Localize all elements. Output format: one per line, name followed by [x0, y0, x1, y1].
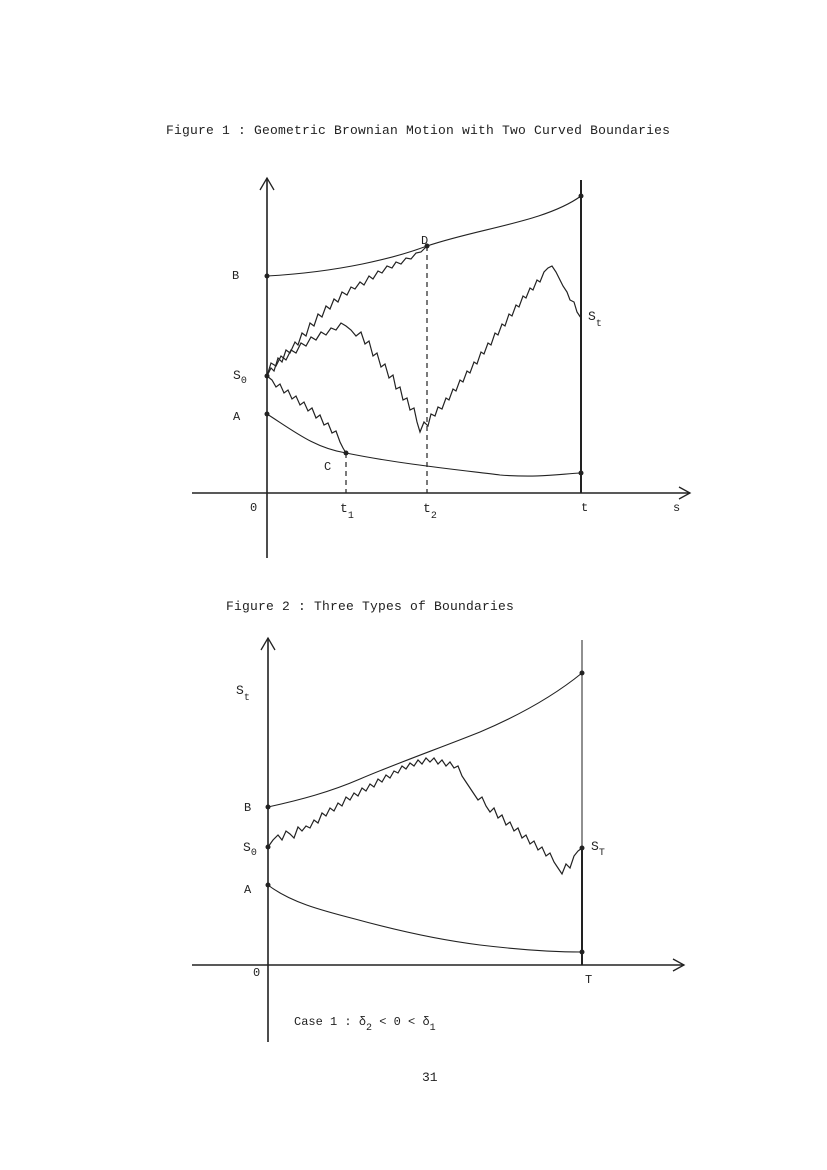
fig2-point-ST: [580, 846, 585, 851]
fig1-point-S0: [265, 374, 270, 379]
figure-2-labels: [236, 683, 605, 1034]
fig2-points: [266, 671, 585, 955]
fig2-point-lower-end: [580, 950, 585, 955]
fig1-label-St: $S_t$: [588, 309, 602, 330]
fig1-point-upper-end: [579, 194, 584, 199]
fig1-label-s: s: [673, 501, 681, 515]
fig1-label-origin: 0: [250, 501, 258, 515]
fig1-label-B: B: [232, 269, 240, 283]
fig1-path-middle: [267, 266, 581, 432]
page-number: 31: [422, 1070, 438, 1085]
fig1-point-lower-end: [579, 471, 584, 476]
figure-1: [192, 178, 690, 558]
fig2-upper-boundary: [268, 673, 582, 807]
fig2-price-path: [268, 758, 582, 874]
fig2-label-ST: $S_T$: [591, 839, 605, 859]
figure-2-caption: Figure 2 : Three Types of Boundaries: [226, 599, 515, 614]
fig2-point-A: [266, 883, 271, 888]
fig1-label-S0: $S_0$: [233, 368, 247, 387]
figure-1-caption: Figure 1 : Geometric Brownian Motion with Two Curved Boundaries: [166, 123, 671, 138]
fig1-label-C: C: [324, 460, 332, 474]
figure-2: [192, 638, 684, 1042]
fig1-point-C: [344, 451, 349, 456]
fig1-label-t2: $t_2$: [423, 501, 437, 522]
fig2-case-label: Case 1 : $\delta_2 < 0 < \delta_1$: [294, 1015, 436, 1034]
fig1-path-to-D: [267, 246, 427, 376]
fig2-label-A: A: [244, 883, 252, 897]
fig2-point-S0: [266, 845, 271, 850]
figure-1-labels: [232, 234, 680, 522]
fig1-point-B: [265, 274, 270, 279]
fig1-point-A: [265, 412, 270, 417]
fig1-label-D: D: [421, 234, 429, 248]
fig1-label-t: t: [581, 501, 589, 515]
fig2-label-S0: $S_0$: [243, 840, 257, 859]
fig2-label-St: $S_t$: [236, 683, 250, 704]
fig1-label-A: A: [233, 410, 241, 424]
fig2-point-upper-end: [580, 671, 585, 676]
fig1-label-t1: $t_1$: [340, 501, 354, 522]
fig2-lower-boundary: [268, 885, 582, 952]
fig1-path-to-C: [267, 376, 346, 453]
fig2-label-T: T: [585, 973, 593, 987]
fig2-label-origin: 0: [253, 966, 261, 980]
fig2-point-B: [266, 805, 271, 810]
fig2-label-B: B: [244, 801, 252, 815]
